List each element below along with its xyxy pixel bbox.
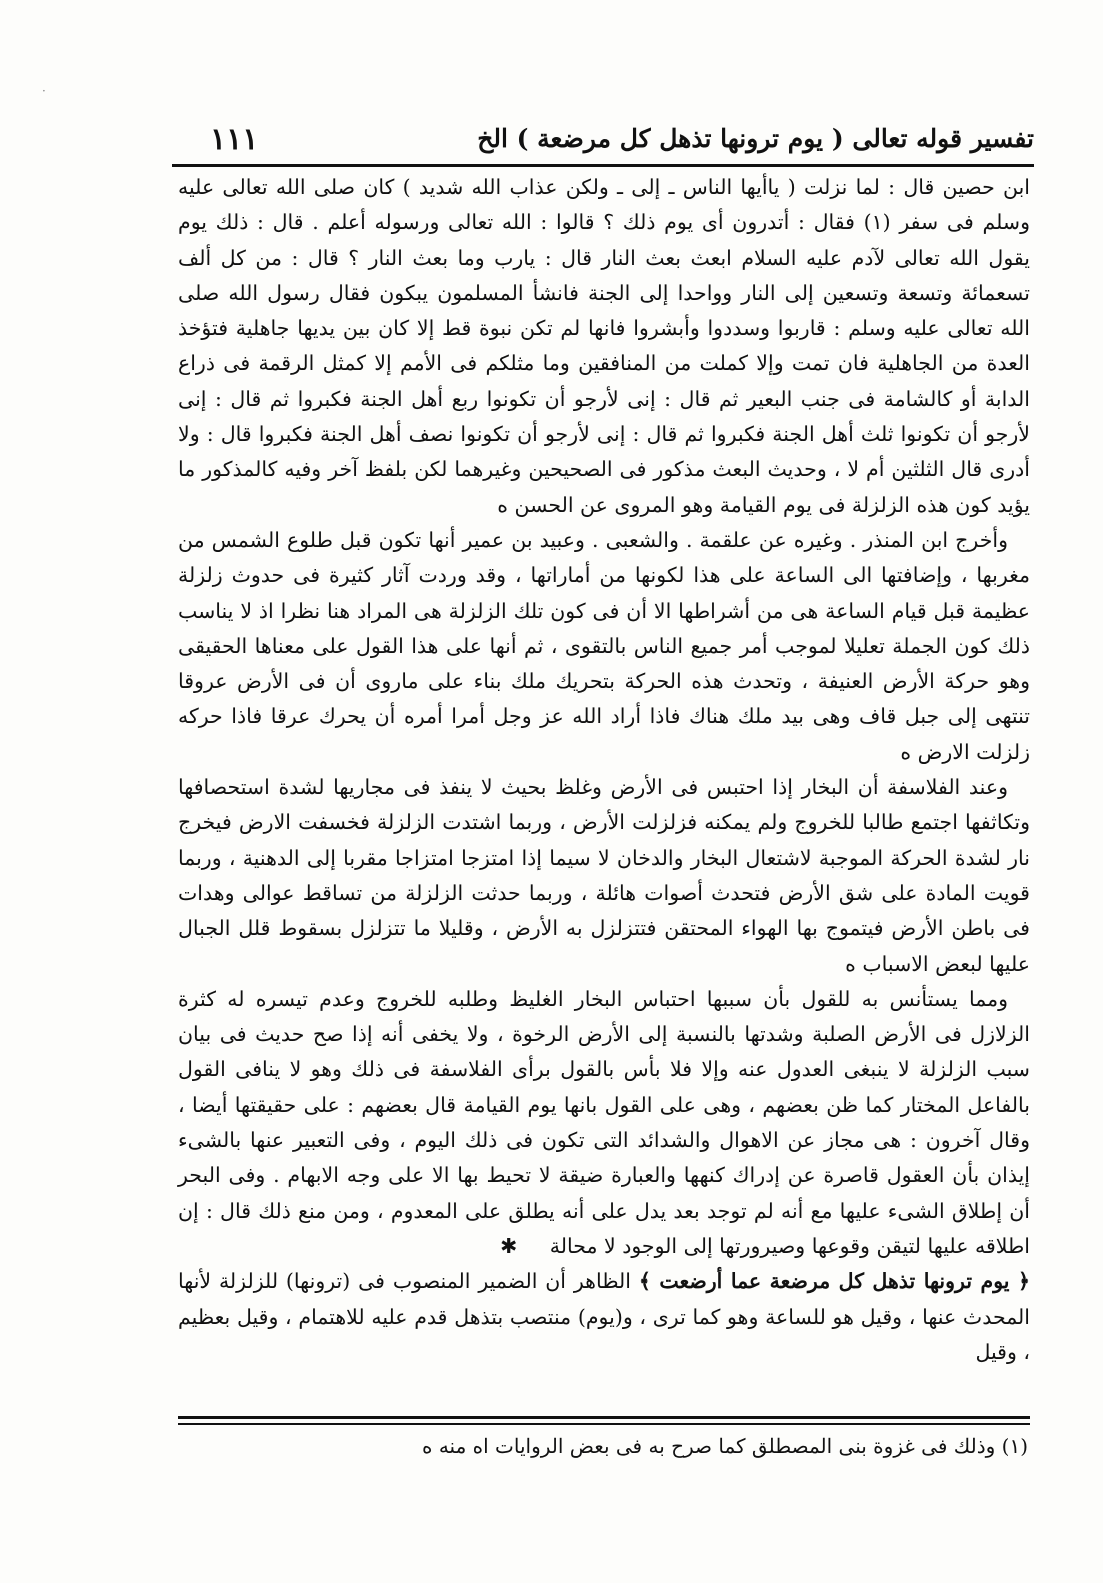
end-mark-icon: ✱ <box>500 1233 518 1258</box>
verse-paragraph <box>178 1264 1030 1370</box>
paragraph: وأخرج ابن المنذر . وغيره عن علقمة . والشعبى . وعبيد بن عمير أنها تكون قبل طلوع الشمس من مغربها ، وإضافتها الى الساعة على هذا لكونها من أماراتها ، وقد وردت آثار كثيرة فى حدوث زلزلة عظيمة قبل قيام الساعة هى من أشراطها الا أن فى كون تلك الزلزلة هى المراد هنا نظرا اذ لا يناسب ذلك كون الجملة تعليلا لموجب أمر جميع الناس بالتقوى ، ثم أنها على هذا القول على معناها الحقيقى وهو حركة الأرض العنيفة ، وتحدث هذه الحركة بتحريك ملك بناء على ماروى أن فى الأرض عروقا تنتهى إلى جبل قاف وهى بيد ملك هناك فاذا أراد الله عز وجل أمرا أمره أن يحرك عرقا فاذا حركه زلزلت الارض ه <box>178 527 1030 764</box>
footnote-rule-bottom <box>178 1423 1030 1425</box>
paragraph-with-end-mark <box>178 982 1030 1264</box>
quran-verse: ﴿ يوم ترونها تذهل كل مرضعة عما أرضعت ﴾ <box>638 1269 1030 1294</box>
body-text <box>178 170 1030 1370</box>
paragraph: ابن حصين قال : لما نزلت ( ياأيها الناس ـ إلى ـ ولكن عذاب الله شديد ) كان صلى الله تعالى عليه وسلم فى سفر (١) فقال : أتدرون أى يوم ذلك ؟ قالوا : الله تعالى ورسوله أعلم . قال : ذلك يوم يقول الله تعالى لآدم عليه السلام ابعث بعث النار قال : يارب وما بعث النار ؟ قال : من كل ألف تسعمائة وتسعة وتسعين إلى النار وواحدا إلى الجنة فانشأ المسلمون يبكون فقال رسول الله صلى الله تعالى عليه وسلم : قاربوا وسددوا وأبشروا فانها لم تكن نبوة قط إلا كان بين يديها جاهلية فتؤخذ العدة من الجاهلية فان تمت وإلا كملت من المنافقين وما مثلكم فى الأمم إلا كمثل الرقمة فى ذراع الدابة أو كالشامة فى جنب البعير ثم قال : إنى لأرجو أن تكونوا ربع أهل الجنة فكبروا ثم قال : إنى لأرجو أن تكونوا ثلث أهل الجنة فكبروا ثم قال : إنى لأرجو أن تكونوا نصف أهل الجنة فكبروا قال : ولا أدرى قال الثلثين أم لا ، وحديث البعث مذكور فى الصحيحين وغيرهما لكن بلفظ آخر وفيه كالمذكور ما يؤيد كون هذه الزلزلة فى يوم القيامة وهو المروى عن الحسن ه <box>178 175 1030 517</box>
paragraph: وعند الفلاسفة أن البخار إذا احتبس فى الأرض وغلظ بحيث لا ينفذ فى مجاريها لشدة استحصافها وتكاثفها اجتمع طالبا للخروج ولم يمكنه فزلزلت الأرض ، وربما اشتدت الزلزلة فخسفت الارض فيخرج نار لشدة الحركة الموجبة لاشتعال البخار والدخان لا سيما إذا امتزجا امتزاجا مقربا إلى الدهنية ، وربما قويت المادة على شق الأرض فتحدث أصوات هائلة ، وربما حدثت الزلزلة من تساقط عوالى وهدات فى باطن الأرض فيتموج بها الهواء المحتقن فتتزلزل به الأرض ، وقليلا ما تتزلزل بسقوط قلل الجبال عليها لبعض الاسباب ه <box>178 775 1030 976</box>
scan-speck: · <box>42 84 46 98</box>
running-header <box>172 120 1034 164</box>
verse-commentary: الظاهر أن الضمير المنصوب فى (ترونها) للزلزلة لأنها المحدث عنها ، وقيل هو للساعة وهو كما ترى ، و(يوم) منتصب بتذهل قدم عليه للاهتمام ، وقيل بعظيم ، وقيل <box>178 1269 1030 1364</box>
footnote: (١) وذلك فى غزوة بنى المصطلق كما صرح به فى بعض الروايات اه منه ه <box>422 1434 1028 1458</box>
footnote-rule-top <box>178 1416 1030 1419</box>
header-rule <box>172 164 1034 167</box>
paragraph: ومما يستأنس به للقول بأن سببها احتباس البخار الغليظ وطلبه للخروج وعدم تيسره له كثرة الزلازل فى الأرض الصلبة وشدتها بالنسبة إلى الأرض الرخوة ، ولا يخفى أنه إذا صح حديث فى بيان سبب الزلزلة لا ينبغى العدول عنه وإلا فلا بأس بالقول برأى الفلاسفة فى ذلك وهو لا ينافى القول بالفاعل المختار كما ظن بعضهم ، وهى على القول بانها يوم القيامة قال بعضهم : على حقيقتها أيضا ، وقال آخرون : هى مجاز عن الاهوال والشدائد التى تكون فى ذلك اليوم ، وفى التعبير عنها بالشىء إيذان بأن العقول قاصرة عن إدراك كنهها والعبارة ضيقة لا تحيط بها الا على وجه الابهام . وفى البحر أن إطلاق الشىء عليها مع أنه لم توجد بعد يدل على أنه يطلق على المعدوم ، ومن منع ذلك قال : إن اطلاقه عليها لتيقن وقوعها وصيرورتها إلى الوجود لا محالة <box>178 986 1030 1258</box>
page-number: ١١١ <box>210 122 259 157</box>
header-title: تفسير قوله تعالى ( يوم ترونها تذهل كل مرضعة ) الخ <box>477 124 1034 153</box>
